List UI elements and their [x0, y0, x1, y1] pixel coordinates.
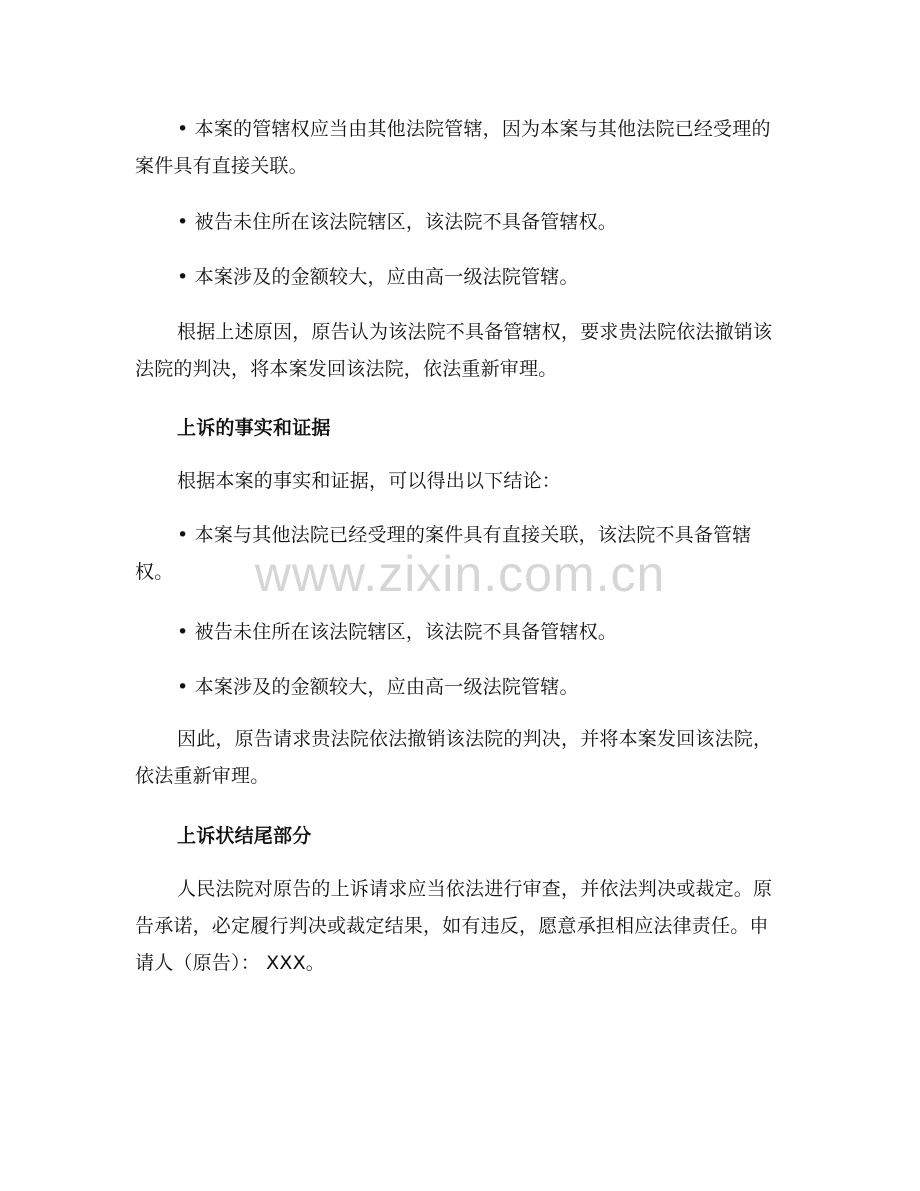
body-paragraph: 根据上述原因，原告认为该法院不具备管辖权，要求贵法院依法撤销该法院的判决，将本案发回该法院，依法重新审理。: [135, 321, 773, 380]
section-heading: 上诉状结尾部分: [177, 825, 312, 847]
bullet-item: • 本案涉及的金额较大，应由高一级法院管辖。: [177, 676, 579, 698]
bullet-item: • 被告未住所在该法院辖区，该法院不具备管辖权。: [177, 621, 618, 643]
bullet-item: • 被告未住所在该法院辖区，该法院不具备管辖权。: [177, 211, 618, 233]
body-paragraph: 根据本案的事实和证据，可以得出以下结论：: [177, 470, 562, 492]
body-paragraph: 人民法院对原告的上诉请求应当依法进行审查，并依法判决或裁定。原告承诺，必定履行判决或裁定结果，如有违反，愿意承担相应法律责任。申请人（原告）： XXX。: [135, 878, 773, 974]
bullet-item: • 本案与其他法院已经受理的案件具有直接关联，该法院不具备管辖权。: [135, 524, 752, 583]
watermark: www.zixin.com.cn: [254, 546, 666, 602]
body-paragraph: 因此，原告请求贵法院依法撤销该法院的判决，并将本案发回该法院，依法重新审理。: [135, 728, 773, 787]
bullet-item: • 本案涉及的金额较大，应由高一级法院管辖。: [177, 266, 579, 288]
section-heading: 上诉的事实和证据: [177, 417, 331, 439]
bullet-item: • 本案的管辖权应当由其他法院管辖，因为本案与其他法院已经受理的案件具有直接关联。: [135, 118, 771, 177]
